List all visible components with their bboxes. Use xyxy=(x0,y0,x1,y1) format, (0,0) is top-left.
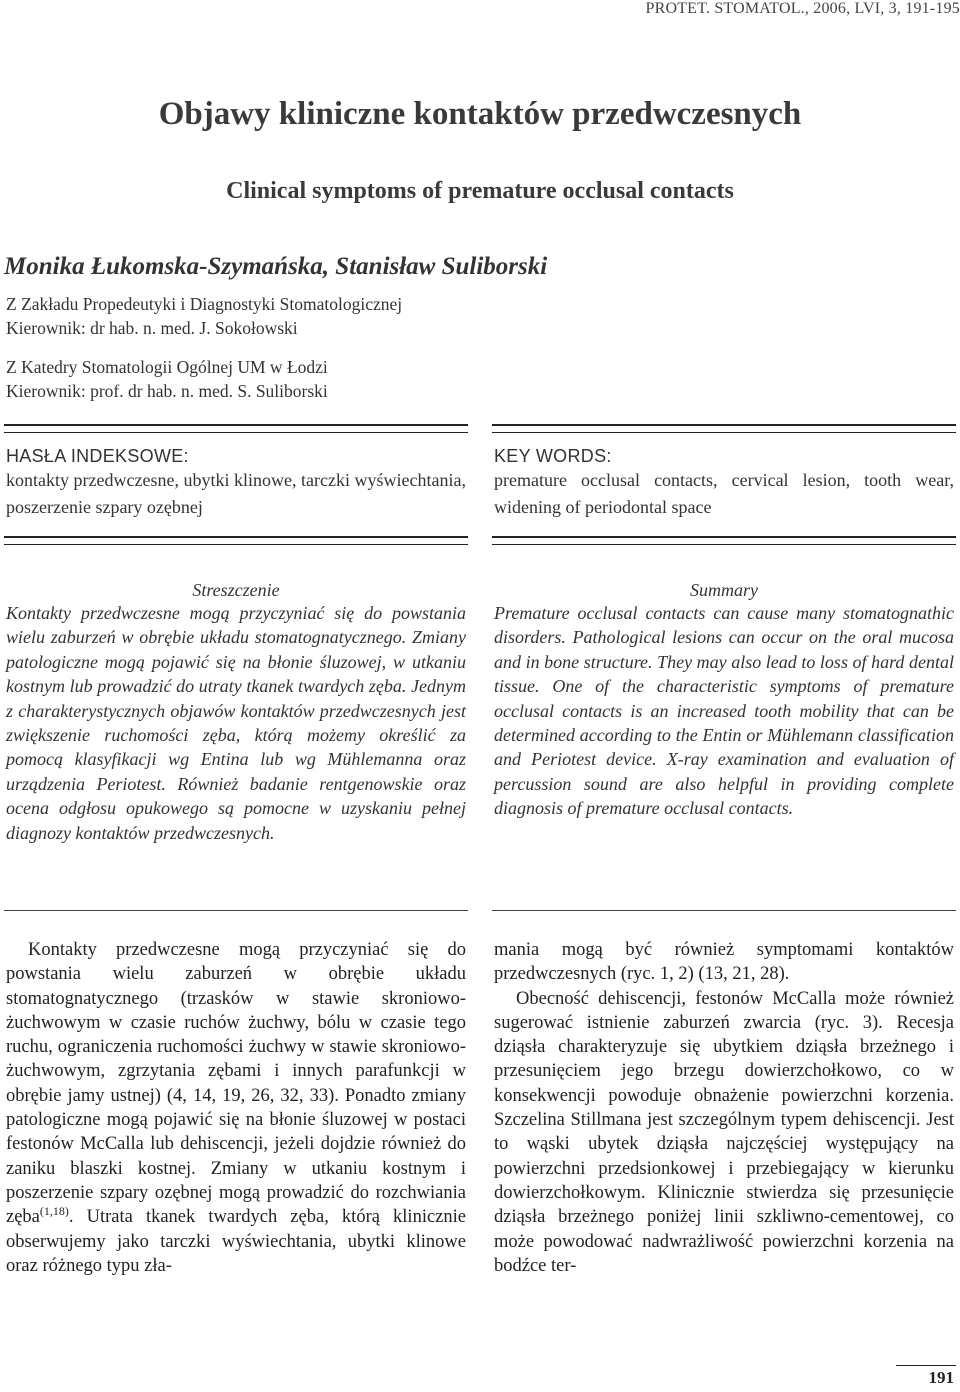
article-title: Objawy kliniczne kontaktów przedwczesnych xyxy=(158,96,802,132)
affiliation-2-head: Kierownik: prof. dr hab. n. med. S. Suliborski xyxy=(6,381,328,401)
keywords-pl-top-rule xyxy=(4,424,468,433)
body-left-text-b: . Utrata tkanek twardych zęba, którą klinicznie obserwujemy jako tarczki wyświechtania, ubytki klinowe oraz różnego typu zła- xyxy=(6,1207,466,1276)
affiliation-1-head: Kierownik: dr hab. n. med. J. Sokołowski xyxy=(6,318,298,338)
running-head: PROTET. STOMATOL., 2006, LVI, 3, 191-195 xyxy=(645,0,960,17)
abstract-en-heading: Summary xyxy=(690,580,758,600)
keywords-en-text: premature occlusal contacts, cervical lesion, tooth wear, widening of periodontal space xyxy=(494,470,954,517)
affiliation-1 xyxy=(6,292,402,340)
body-paragraph xyxy=(6,938,466,1278)
keywords-en-top-rule xyxy=(492,424,956,433)
authors: Monika Łukomska-Szymańska, Stanisław Suliborski xyxy=(4,253,548,280)
abstract-en-text: Premature occlusal contacts can cause many stomatognathic disorders. Pathological lesions can occur on the oral mucosa and in bone structure. They may also lead to loss of hard dental tissue. One of the characteristic symptoms of premature occlusal contacts is an increased tooth mobility that can be determined according to the Entin or Mühlemann classification and Periotest device. X-ray examination and evaluation of percussion sound are also helpful in providing complete diagnosis of premature occlusal contacts. xyxy=(494,603,954,819)
body-column-left xyxy=(6,938,466,1278)
keywords-pl-text: kontakty przedwczesne, ubytki klinowe, tarczki wyświechtania, poszerzenie szpary ozębnej xyxy=(6,470,466,517)
abstract-en xyxy=(494,580,954,821)
abstract-en-rule xyxy=(492,910,956,911)
body-paragraph: Obecność dehiscencji, festonów McCalla może również sugerować istnienie zaburzeń zwarcia (ryc. 3). Recesja dziąsła charakteryzuje się ubytkiem dziąsła brzeżnego i przesunięciem jego brzegu dowierzchołkowo, co w konsekwencji powoduje obnażenie powierzchni korzenia. Szczelina Stillmana jest szczególnym typem dehiscencji. Jest to wąski ubytek dziąsła najczęściej występujący na powierzchni przedsionkowej i przebiegający w kierunku dowierzchołkowym. Klinicznie stwierdza się przesunięcie dziąsła brzeżnego poniżej linii szkliwno-cementowej, co może powodować nadwrażliwość powierzchni korzenia na bodźce ter- xyxy=(494,988,954,1276)
affiliation-1-unit: Z Zakładu Propedeutyki i Diagnostyki Stomatologicznej xyxy=(6,294,403,314)
abstract-pl-rule xyxy=(4,910,468,911)
keywords-en-bottom-rule xyxy=(492,536,956,545)
keywords-pl-heading: HASŁA INDEKSOWE: xyxy=(6,446,189,466)
abstract-pl-text: Kontakty przedwczesne mogą przyczyniać się do powstania wielu zaburzeń w obrębie układu stomatognatycznego. Zmiany patologiczne mogą pojawić się na błonie śluzowej, w utkaniu kostnym lub prowadzić do utraty tkanek twardych zęba. Jednym z charakterystycznych objawów kontaktów przedwczesnych jest zwiększenie ruchomości zęba, którą możemy określić za pomocą klasyfikacji wg Entina lub wg Mühlemanna oraz urządzenia Periotest. Również badanie rentgenowskie oraz ocena odgłosu opukowego są pomocne w uzyskaniu pełnej diagnozy kontaktów przedwczesnych. xyxy=(6,603,466,843)
body-column-right xyxy=(494,938,954,1278)
affiliation-2-unit: Z Katedry Stomatologii Ogólnej UM w Łodzi xyxy=(6,357,328,377)
abstract-pl-heading: Streszczenie xyxy=(192,580,280,600)
page-number: 191 xyxy=(928,1368,954,1387)
keywords-pl xyxy=(6,446,466,521)
page-number-rule xyxy=(896,1365,956,1366)
citation-superscript: (1,18) xyxy=(39,1204,69,1219)
affiliation-2 xyxy=(6,355,328,403)
keywords-en-heading: KEY WORDS: xyxy=(494,446,612,466)
abstract-pl xyxy=(6,580,466,845)
body-paragraph: mania mogą być również symptomami kontaktów przedwczesnych (ryc. 1, 2) (13, 21, 28). xyxy=(494,940,954,985)
body-left-text-a: Kontakty przedwczesne mogą przyczyniać się do powstania wielu zaburzeń w obrębie układu stomatognatycznego (trzasków w stawie skroniowo-żuchwowym w czasie ruchów żuchwy, bólu w czasie tego ruchu, ograniczenia ruchomości żuchwy w stawie skroniowo-żuchwowym, zgrzytania zębami i innych parafunkcji w obrębie jamy ustnej) (4, 14, 19, 26, 32, 33). Ponadto zmiany patologiczne mogą pojawić się na błonie śluzowej w postaci festonów McCalla lub dehiscencji, jeżeli dojdzie również do zaniku blaszki kostnej. Zmiany w utkaniu kostnym i poszerzenie szpary ozębnej mogą prowadzić do rozchwiania zęba xyxy=(6,940,466,1228)
article-subtitle: Clinical symptoms of premature occlusal contacts xyxy=(226,178,734,204)
keywords-pl-bottom-rule xyxy=(4,536,468,545)
keywords-en xyxy=(494,446,954,521)
